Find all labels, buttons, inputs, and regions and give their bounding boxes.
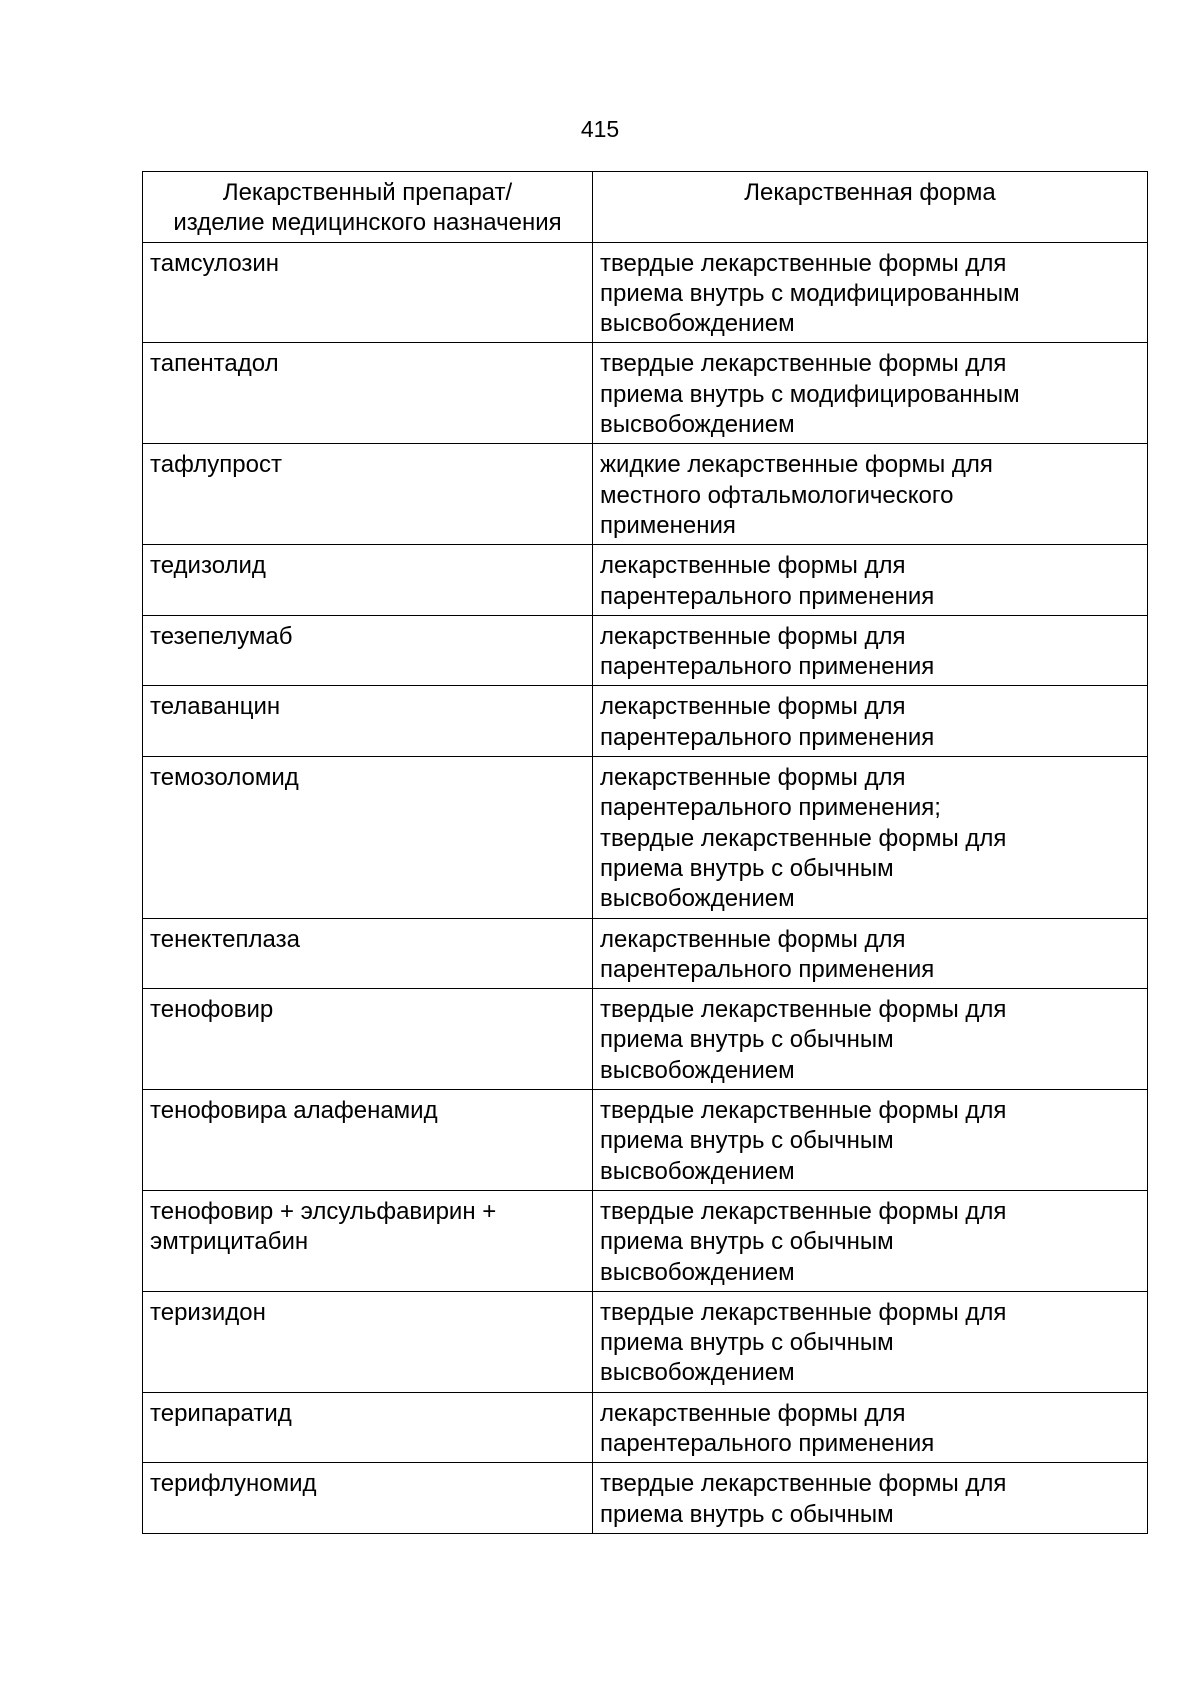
form-cell [593,242,1148,343]
form-cell [593,1392,1148,1463]
dosage-form: лекарственные формы для парентерального применения [600,622,935,681]
table-row [143,1463,1148,1534]
form-cell [593,343,1148,444]
drug-cell [143,545,593,616]
table-row [143,1291,1148,1392]
table-row [143,757,1148,918]
drug-name: тапентадол [150,350,279,378]
form-cell [593,545,1148,616]
form-cell [593,1291,1148,1392]
drug-cell [143,918,593,989]
drug-cell [143,686,593,757]
drug-name: темозоломид [150,764,299,792]
drug-name: тедизолид [150,552,266,580]
table-row [143,242,1148,343]
drug-name: терипаратид [150,1399,292,1427]
drug-name: телаванцин [150,693,281,721]
table-row [143,989,1148,1090]
dosage-form: лекарственные формы для парентерального применения [600,552,935,610]
form-cell [593,757,1148,918]
header-drug-label: Лекарственный препарат/ изделие медицинского назначения [173,179,562,237]
form-cell [593,615,1148,686]
dosage-form: твердые лекарственные формы для приема внутрь с модифицированным высвобождением [600,249,1020,338]
form-cell [593,1463,1148,1534]
drug-name: тезепелумаб [150,622,293,650]
form-cell [593,444,1148,545]
drug-cell [143,1392,593,1463]
drug-cell [143,1090,593,1191]
drug-cell [143,989,593,1090]
form-cell [593,989,1148,1090]
dosage-form: лекарственные формы для парентерального применения [600,693,935,751]
drug-form-table [142,171,1148,1534]
dosage-form: твердые лекарственные формы для приема внутрь с обычным высвобождением [600,1197,1007,1286]
dosage-form: лекарственные формы для парентерального применения; твердые лекарственные формы для приема внутрь с обычным высвобождением [600,764,1007,913]
dosage-form: жидкие лекарственные формы для местного офтальмологического применения [600,451,993,539]
drug-cell [143,242,593,343]
drug-cell [143,1291,593,1392]
form-cell [593,1090,1148,1191]
dosage-form: твердые лекарственные формы для приема внутрь с обычным высвобождением [600,1097,1007,1185]
dosage-form: лекарственные формы для парентерального применения [600,925,935,983]
drug-cell [143,343,593,444]
drug-cell [143,1463,593,1534]
page-number: 415 [580,116,620,142]
drug-name: тенофовир [150,996,274,1024]
drug-name: тамсулозин [150,249,280,277]
dosage-form: твердые лекарственные формы для приема внутрь с обычным высвобождением [600,1298,1007,1387]
header-form-label: Лекарственная форма [744,179,996,206]
dosage-form: твердые лекарственные формы для приема внутрь с обычным высвобождением [600,996,1007,1084]
form-cell [593,1190,1148,1291]
dosage-form: твердые лекарственные формы для приема внутрь с обычным [600,1470,1007,1528]
drug-name: теризидон [150,1298,266,1326]
table-row [143,1190,1148,1291]
table-row [143,343,1148,444]
table-row [143,1090,1148,1191]
dosage-form: твердые лекарственные формы для приема внутрь с модифицированным высвобождением [600,350,1020,439]
table-row [143,444,1148,545]
form-cell [593,918,1148,989]
drug-cell [143,444,593,545]
drug-name: тафлупрост [150,451,282,479]
drug-name: терифлуномид [150,1470,317,1498]
table-header-row [143,172,1148,243]
drug-name: тенофовир + элсульфавирин + эмтрицитабин [150,1197,497,1256]
header-drug [143,172,593,243]
drug-cell [143,1190,593,1291]
table-row [143,545,1148,616]
table-row [143,918,1148,989]
header-form [593,172,1148,243]
form-cell [593,686,1148,757]
table-row [143,686,1148,757]
drug-name: тенектеплаза [150,925,300,953]
drug-name: тенофовира алафенамид [150,1097,438,1125]
dosage-form: лекарственные формы для парентерального применения [600,1399,935,1457]
drug-cell [143,757,593,918]
drug-cell [143,615,593,686]
table-row [143,1392,1148,1463]
table-row [143,615,1148,686]
